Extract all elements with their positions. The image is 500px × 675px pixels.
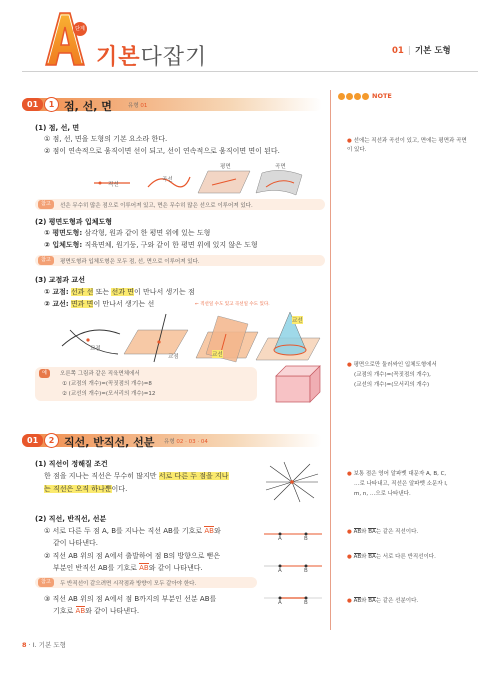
text-line: ① 평면도형: 삼각형, 원과 같이 한 평면 위에 있는 도형 bbox=[44, 229, 211, 237]
level-badge: 단계 bbox=[73, 22, 87, 36]
type-ref: 유형 02 · 03 · 04 bbox=[164, 439, 208, 445]
example-text: 오른쪽 그림과 같은 직육면체에서 bbox=[60, 371, 140, 377]
example-tag: 예 bbox=[39, 369, 50, 378]
fig-label: 교선 bbox=[292, 318, 303, 324]
note-divider bbox=[330, 90, 331, 630]
text-line: ② 입체도형: 직육면체, 원기둥, 구와 같이 한 평면 위에 있지 않은 도형 bbox=[44, 241, 258, 249]
fig-label: 평면 bbox=[220, 164, 231, 170]
subhead: (1) 점, 선, 면 bbox=[35, 124, 80, 132]
text-line: 는 직선은 오직 하나뿐이다. bbox=[44, 485, 128, 493]
fig-label: 교점 bbox=[90, 346, 101, 352]
intersection-figure bbox=[58, 312, 323, 364]
side-note: ● AB와 BA는 같은 직선이다. bbox=[347, 529, 419, 535]
point-label: B bbox=[304, 600, 308, 606]
subhead: (1) 직선이 정해질 조건 bbox=[35, 460, 108, 468]
small-note: ← 직선일 수도 있고 곡선일 수도 있다. bbox=[195, 302, 270, 307]
header-divider bbox=[22, 71, 478, 72]
fig-label: 교점 bbox=[168, 354, 179, 360]
hint-tag: 참고 bbox=[38, 256, 54, 265]
text-line: 한 점을 지나는 직선은 무수히 많지만 서로 다른 두 점을 지나 bbox=[44, 472, 229, 480]
hint-tag: 참고 bbox=[38, 578, 54, 587]
example-text: ② (교선의 개수)=(모서리의 개수)=12 bbox=[62, 391, 156, 397]
note-text: 두 반직선이 같으려면 시작점과 방향이 모두 같아야 한다. bbox=[60, 581, 197, 587]
page-footer: 8 · Ⅰ. 기본 도형 bbox=[22, 641, 66, 649]
side-note: m, n, …으로 나타낸다. bbox=[354, 491, 411, 497]
side-note: …로 나타내고, 직선은 알파벳 소문자 l, bbox=[354, 481, 448, 487]
note-title: NOTE bbox=[372, 92, 392, 100]
section-title: 점, 선, 면 bbox=[64, 100, 112, 113]
text-line: 부분인 반직선 AB를 기호로 AB와 같이 나타낸다. bbox=[53, 564, 203, 572]
text-line: 같이 나타낸다. bbox=[53, 539, 99, 547]
section-sub-number: 1 bbox=[44, 97, 59, 112]
a-logo bbox=[40, 5, 88, 71]
side-note: ● AB와 BA는 같은 선분이다. bbox=[347, 598, 419, 604]
text-line: ③ 직선 AB 위의 점 A에서 점 B까지의 부분인 선분 AB를 bbox=[44, 595, 217, 603]
point-label: A bbox=[278, 536, 282, 542]
note-dots bbox=[338, 93, 369, 102]
fig-label: 곡선 bbox=[162, 177, 173, 183]
text-line: ① 교점: 선과 선 또는 선과 면이 만나서 생기는 점 bbox=[44, 288, 195, 296]
text-line: ② 직선 AB 위의 점 A에서 출발하여 점 B의 방향으로 뻗은 bbox=[44, 552, 221, 560]
side-note: ● AB와 BA는 서로 다른 반직선이다. bbox=[347, 554, 436, 560]
section-number: 01 bbox=[22, 98, 43, 111]
text-line: ② 점이 연속적으로 움직이면 선이 되고, 선이 연속적으로 움직이면 면이 된다. bbox=[44, 147, 280, 155]
point-label: A bbox=[278, 600, 282, 606]
fig-label: 교선 bbox=[212, 352, 223, 358]
side-note: ● 선에는 직선과 곡선이 있고, 면에는 평면과 곡면이 있다. bbox=[347, 138, 467, 153]
section-sub-number: 2 bbox=[44, 433, 59, 448]
point-label: B bbox=[304, 568, 308, 574]
side-note: (교점의 개수)=(꼭짓점의 개수), bbox=[354, 372, 431, 378]
text-line: ① 점, 선, 면을 도형의 기본 요소라 한다. bbox=[44, 135, 168, 143]
text-line: ① 서로 다른 두 점 A, B를 지나는 직선 AB를 기호로 AB와 bbox=[44, 527, 221, 535]
subhead: (2) 직선, 반직선, 선분 bbox=[35, 515, 107, 523]
type-ref: 유형 01 bbox=[128, 103, 148, 109]
section-title: 직선, 반직선, 선분 bbox=[64, 436, 155, 449]
cuboid-figure bbox=[272, 362, 324, 406]
subhead: (2) 평면도형과 입체도형 bbox=[35, 218, 113, 226]
lines-through-point-figure bbox=[262, 460, 322, 504]
line-ray-segment-figure bbox=[262, 526, 324, 616]
fig-label: 곡면 bbox=[275, 164, 286, 170]
subhead: (3) 교점과 교선 bbox=[35, 276, 85, 284]
section-number: 01 bbox=[22, 434, 43, 447]
note-text: 선은 무수히 많은 점으로 이루어져 있고, 면은 무수히 많은 선으로 이루어져 있다. bbox=[60, 203, 253, 209]
side-note: ● 평면으로만 둘러싸인 입체도형에서 bbox=[347, 362, 437, 368]
chapter-label: 01 | 기본 도형 bbox=[392, 46, 451, 56]
hint-tag: 참고 bbox=[38, 200, 54, 209]
fig-label: 직선 bbox=[108, 182, 119, 188]
side-note: ● 보통 점은 영어 알파벳 대문자 A, B, C, bbox=[347, 471, 447, 477]
note-text: 평면도형과 입체도형은 모두 점, 선, 면으로 이루어져 있다. bbox=[60, 259, 200, 265]
page-title: 기본다잡기 bbox=[96, 45, 208, 70]
side-note: (교선의 개수)=(모서리의 개수) bbox=[354, 382, 430, 388]
point-label: B bbox=[304, 536, 308, 542]
text-line: 기호로 AB와 같이 나타낸다. bbox=[53, 607, 140, 615]
text-line: ② 교선: 면과 면이 만나서 생기는 선 bbox=[44, 300, 155, 308]
example-text: ① (교점의 개수)=(꼭짓점의 개수)=8 bbox=[62, 381, 152, 387]
point-label: A bbox=[278, 568, 282, 574]
